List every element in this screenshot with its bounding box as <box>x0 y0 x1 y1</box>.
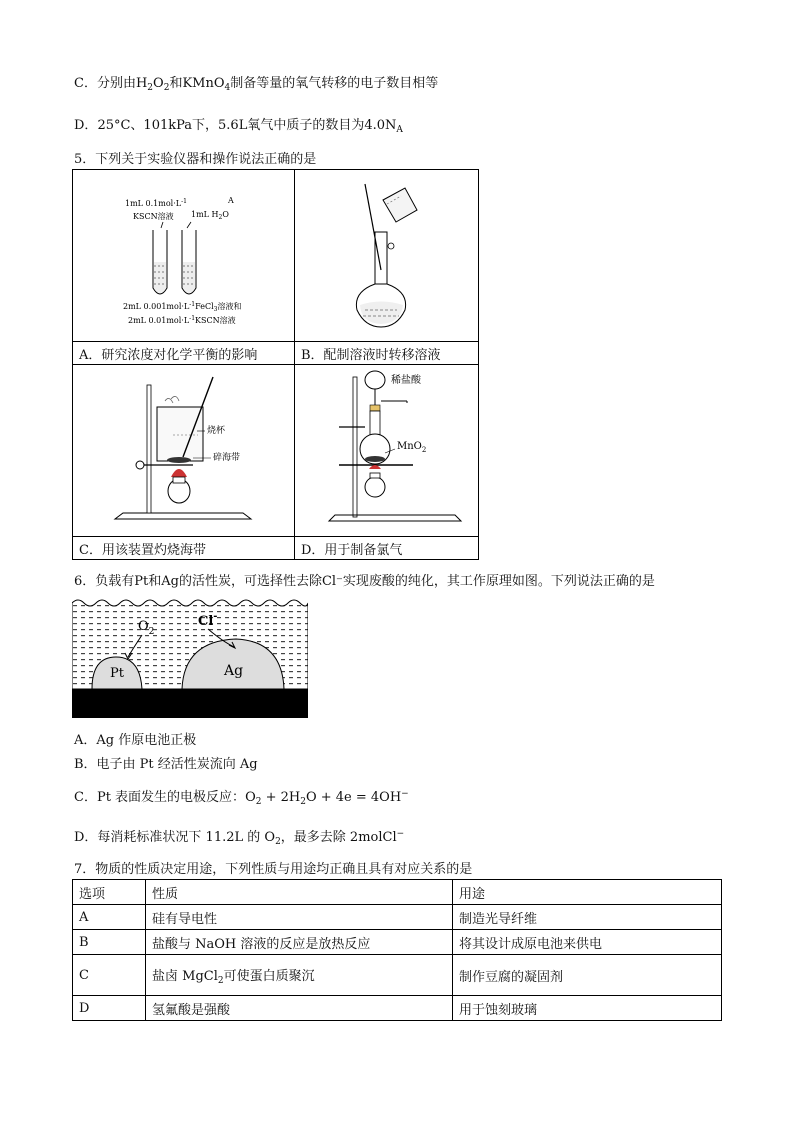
test-tubes-figure <box>73 170 294 337</box>
q4c-label: C．分别由 <box>74 76 136 91</box>
fig-a-bottom2: 2mL $0.01mol\cdot L^{-1}KSCN$溶液 <box>128 315 236 325</box>
row-d-use: 用于蚀刻玻璃 <box>453 996 722 1021</box>
chlorine-apparatus-figure <box>295 365 478 532</box>
row-c-property <box>146 955 453 996</box>
row-b-option: B <box>73 930 146 955</box>
q6c-mid: + 2H <box>261 790 301 805</box>
q6c-label: C．Pt 表面发生的电极反应： <box>74 790 246 805</box>
row-d-property: 氢氟酸是强酸 <box>146 996 453 1021</box>
fig-a-label-a: A <box>228 196 234 205</box>
kmno4: KMnO <box>182 76 225 91</box>
q6c-sup: − <box>401 789 409 799</box>
q6d-sup: − <box>396 829 405 839</box>
header-property: 性质 <box>146 880 453 905</box>
fig-a-cell <box>73 170 295 342</box>
fig-a-label2: 1mL $H_2O$ <box>191 210 229 221</box>
q6c-sub2: 2 <box>300 797 306 807</box>
q5-figure-table <box>72 169 479 560</box>
q4c-and: 和 <box>169 76 183 91</box>
label-pt: Pt <box>110 666 124 681</box>
table-header-row <box>73 880 722 905</box>
q6d-sub: 2 <box>275 837 281 847</box>
q4d-mid: 氧气中质子的数目为 <box>247 118 365 133</box>
kmno4-sub: 4 <box>224 83 231 93</box>
table-row <box>73 905 722 930</box>
q7-table <box>72 879 722 1021</box>
q4c-rest: 制备等量的氧气转移的电子数目相等 <box>230 76 439 91</box>
row-d-option: D <box>73 996 146 1021</box>
row-c-prop-a: 盐卤 MgCl <box>152 968 218 984</box>
table-row <box>73 955 722 996</box>
burning-seaweed-figure <box>73 365 294 532</box>
q4d-vol: 5.6L <box>218 118 248 133</box>
row-a-use: 制造光导纤维 <box>453 905 722 930</box>
caption-c: C．用该装置灼烧海带 <box>73 537 295 560</box>
table-row <box>73 996 722 1021</box>
q6c-o: O <box>245 790 256 805</box>
fig-a-label1b: KSCN溶液 <box>133 212 174 221</box>
q4d-num: 4.0N <box>364 118 397 133</box>
row-c-use: 制作豆腐的凝固剂 <box>453 955 722 996</box>
q6-option-b: B．电子由 Pt 经活性炭流向 Ag <box>74 757 258 772</box>
row-a-property: 硅有导电性 <box>146 905 453 930</box>
q6c-rest: O + 4e = 4OH <box>305 790 402 805</box>
row-a-option: A <box>73 905 146 930</box>
h2o2-sub1: 2 <box>147 83 154 93</box>
q4d-cond: 25°C、101kPa下， <box>97 118 219 133</box>
pt-ag-carbon-figure <box>72 597 308 718</box>
table-row <box>73 930 722 955</box>
label-beaker: 烧杯 <box>207 426 226 436</box>
q6c-sub1: 2 <box>255 797 262 807</box>
row-c-option: C <box>73 955 146 996</box>
caption-d: D．用于制备氯气 <box>295 537 479 560</box>
volumetric-flask-figure <box>295 170 478 337</box>
q6-option-d <box>74 826 404 847</box>
q6-stem: 6．负载有Pt和Ag的活性炭，可选择性去除Cl⁻实现废酸的纯化，其工作原理如图。下列说法正确的是 <box>74 574 655 589</box>
q6d-a: D．每消耗标准状况下 11.2L 的 O <box>74 830 276 845</box>
h2o2-o: O <box>153 76 164 91</box>
fig-a-label1: 1mL $0.1mol\cdot L^{-1}$ <box>125 198 187 208</box>
header-option: 选项 <box>73 880 146 905</box>
q6-option-c <box>74 786 409 807</box>
h2o2-sub2: 2 <box>163 83 170 93</box>
caption-b: B．配制溶液时转移溶液 <box>295 342 479 365</box>
fig-a-bottom1: 2mL $0.001mol\cdot L^{-1}FeCl_3$溶液和 <box>123 301 242 313</box>
header-use: 用途 <box>453 880 722 905</box>
label-o2: $O_2$ <box>138 619 155 637</box>
label-seaweed: 碎海带 <box>213 453 241 463</box>
q7-stem: 7．物质的性质决定用途，下列性质与用途均正确且具有对应关系的是 <box>74 862 473 877</box>
fig-b-cell <box>295 170 479 342</box>
q4d-label: D． <box>74 118 98 133</box>
q6d-b: ，最多去除 2molCl <box>280 830 397 845</box>
q4-option-c <box>74 72 438 93</box>
row-c-prop-sub: 2 <box>217 975 224 986</box>
label-cl: Cl- <box>198 611 218 629</box>
row-b-use: 将其设计成原电池来供电 <box>453 930 722 955</box>
q4-option-d <box>74 114 403 135</box>
fig-d-cell <box>295 365 479 537</box>
q5-stem: 5．下列关于实验仪器和操作说法正确的是 <box>74 152 317 167</box>
label-ag: Ag <box>224 663 244 679</box>
h2o2-h: H <box>135 76 148 91</box>
label-mno2: MnO$_2$ <box>397 441 427 454</box>
row-b-property: 盐酸与 NaOH 溶液的反应是放热反应 <box>146 930 453 955</box>
q6-option-a: A．Ag 作原电池正极 <box>74 733 197 748</box>
label-dilute-hcl: 稀盐酸 <box>391 375 421 386</box>
q4d-sub: A <box>396 125 403 135</box>
fig-c-cell <box>73 365 295 537</box>
row-c-prop-b: 可使蛋白质聚沉 <box>223 968 315 984</box>
caption-a: A．研究浓度对化学平衡的影响 <box>73 342 295 365</box>
